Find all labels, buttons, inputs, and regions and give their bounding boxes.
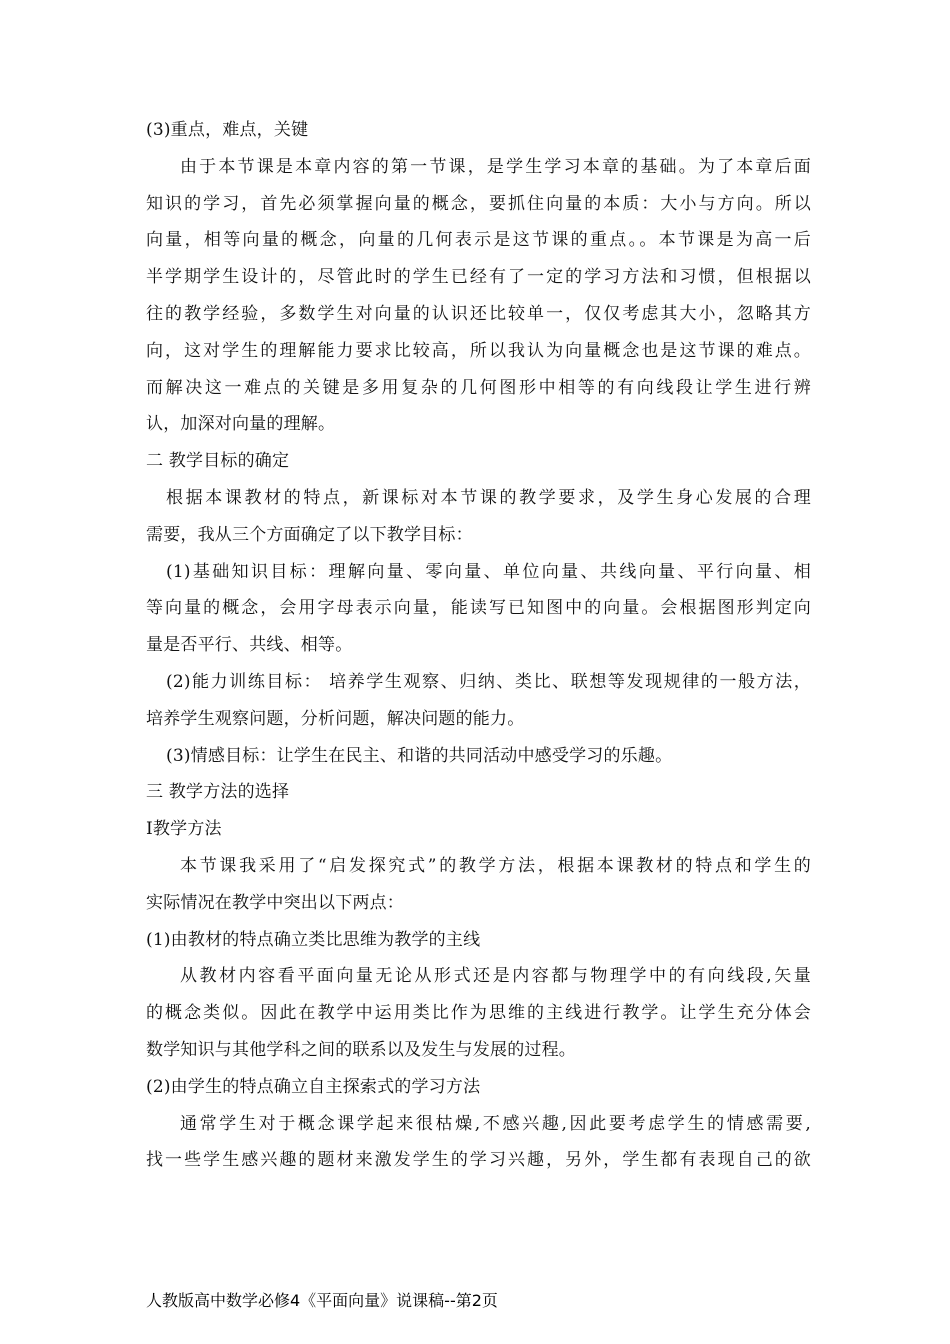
- paragraph-line: 向，这对学生的理解能力要求比较高，所以我认为向量概念也是这节课的难点。: [146, 340, 811, 361]
- page-footer: 人教版高中数学必修4《平面向量》说课稿--第2页: [146, 1291, 498, 1310]
- paragraph-line: (3)情感目标：让学生在民主、和谐的共同活动中感受学习的乐趣。: [166, 745, 673, 766]
- paragraph-line: 找一些学生感兴趣的题材来激发学生的学习兴趣，另外，学生都有表现自己的欲: [146, 1150, 811, 1171]
- subsection-heading: (2)由学生的特点确立自主探索式的学习方法: [146, 1076, 481, 1097]
- paragraph-line: (2)能力训练目标： 培养学生观察、归纳、类比、联想等发现规律的一般方法，: [166, 671, 811, 692]
- paragraph-line: 本节课我采用了“启发探究式”的教学方法，根据本课教材的特点和学生的: [180, 855, 811, 876]
- paragraph-line: 实际情况在教学中突出以下两点：: [146, 892, 404, 913]
- paragraph-line: (1)基础知识目标：理解向量、零向量、单位向量、共线向量、平行向量、相: [166, 561, 811, 582]
- section-heading: 二 教学目标的确定: [146, 451, 290, 472]
- paragraph-line: 往的教学经验，多数学生对向量的认识还比较单一，仅仅考虑其大小，忽略其方: [146, 303, 811, 324]
- paragraph-line: 而解决这一难点的关键是多用复杂的几何图形中相等的有向线段让学生进行辨: [146, 377, 811, 398]
- paragraph-line: 根据本课教材的特点，新课标对本节课的教学要求，及学生身心发展的合理: [166, 487, 811, 508]
- paragraph-line: 半学期学生设计的，尽管此时的学生已经有了一定的学习方法和习惯，但根据以: [146, 267, 811, 288]
- paragraph-line: 培养学生观察问题，分析问题，解决问题的能力。: [146, 708, 525, 729]
- paragraph-line: 向量，相等向量的概念，向量的几何表示是这节课的重点。。本节课是为高一后: [146, 230, 811, 251]
- subsection-heading: (1)由教材的特点确立类比思维为教学的主线: [146, 929, 481, 950]
- paragraph-line: 数学知识与其他学科之间的联系以及发生与发展的过程。: [146, 1039, 576, 1060]
- paragraph-line: 认，加深对向量的理解。: [146, 414, 336, 435]
- document-body: [146, 112, 811, 1179]
- paragraph-line: 通常学生对于概念课学起来很枯燥,不感兴趣,因此要考虑学生的情感需要,: [180, 1113, 811, 1134]
- paragraph-line: 的概念类似。因此在教学中运用类比作为思维的主线进行教学。让学生充分体会: [146, 1003, 811, 1024]
- paragraph-line: 需要，我从三个方面确定了以下教学目标：: [146, 524, 473, 545]
- subsection-heading: Ⅰ教学方法: [146, 819, 222, 840]
- paragraph-line: 等向量的概念，会用字母表示向量，能读写已知图中的向量。会根据图形判定向: [146, 598, 811, 619]
- paragraph-line: 从教材内容看平面向量无论从形式还是内容都与物理学中的有向线段,矢量: [180, 966, 811, 987]
- paragraph-line: 量是否平行、共线、相等。: [146, 635, 353, 656]
- section-heading: (3)重点，难点，关键: [146, 120, 309, 140]
- paragraph-line: 由于本节课是本章内容的第一节课，是学生学习本章的基础。为了本章后面: [180, 156, 811, 177]
- section-heading: 三 教学方法的选择: [146, 782, 290, 803]
- paragraph-line: 知识的学习，首先必须掌握向量的概念，要抓住向量的本质：大小与方向。所以: [146, 193, 811, 214]
